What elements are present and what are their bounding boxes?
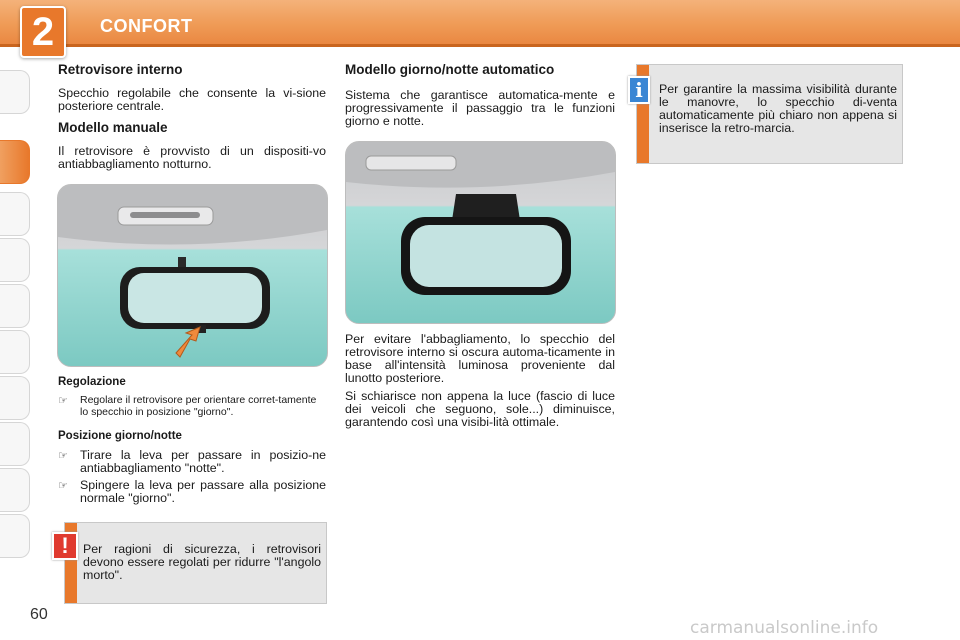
side-tab-8[interactable] (0, 422, 30, 466)
automatico-intro-text: Sistema che garantisce automatica-mente e progressivamente il passaggio tra le funzioni giorno e notte. (345, 88, 615, 128)
page-number: 60 (30, 606, 48, 623)
left-column (58, 62, 326, 171)
manual-mirror-illustration (57, 184, 328, 367)
list-item (58, 479, 326, 505)
section-title-automatico: Modello giorno/notte automatico (345, 62, 555, 77)
automatico-paragraph-1: Per evitare l'abbagliamento, lo specchio del retrovisore interno si oscura automa-ticamente in base all'intensità luminosa proveniente dal lunotto posteriore. (345, 332, 615, 385)
manual-mirror-drawing (58, 185, 327, 366)
middle-column (345, 62, 615, 128)
side-tab-5[interactable] (0, 284, 30, 328)
posizione-item-1: Tirare la leva per passare in posizio-ne antiabbagliamento "notte". (80, 448, 326, 475)
section-text-retrovisore-interno: Specchio regolabile che consente la vi-sione posteriore centrale. (58, 86, 326, 113)
list-item (58, 394, 326, 418)
pointing-hand-icon: ☞ (58, 450, 68, 462)
section-text-modello-manuale: Il retrovisore è provvisto di un dispositi-vo antiabbagliamento notturno. (58, 144, 326, 171)
side-tab-10[interactable] (0, 514, 30, 558)
regolazione-title: Regolazione (58, 376, 126, 388)
info-note-box (636, 64, 903, 164)
posizione-item-2: Spingere la leva per passare alla posizione normale "giorno". (80, 478, 326, 505)
automatico-description (345, 333, 615, 429)
side-tab-4[interactable] (0, 238, 30, 282)
info-note-text: Per garantire la massima visibilità durante le manovre, lo specchio di-venta automaticamente più chiaro non appena si inserisce la retro-marcia. (659, 82, 897, 135)
side-tab-3[interactable] (0, 192, 30, 236)
posizione-title: Posizione giorno/notte (58, 430, 182, 442)
side-tab-6[interactable] (0, 330, 30, 374)
automatico-paragraph-2: Si schiarisce non appena la luce (fascio di luce dei veicoli che seguono, sole...) diminuisce, garantendo così una visibi-lità ottimale. (345, 389, 615, 429)
pointing-hand-icon: ☞ (58, 480, 68, 492)
automatic-mirror-drawing (346, 142, 615, 323)
regolazione-item: Regolare il retrovisore per orientare corret-tamente lo specchio in posizione "giorno". (80, 394, 317, 418)
watermark-text: carmanualsonline.info (690, 618, 879, 638)
side-tab-7[interactable] (0, 376, 30, 420)
warning-note-box (64, 522, 327, 604)
section-title-retrovisore-interno: Retrovisore interno (58, 62, 183, 77)
header-divider (0, 44, 960, 47)
page-title: CONFORT (100, 16, 193, 36)
chapter-number-badge: 2 (20, 6, 66, 58)
warning-icon: ! (52, 532, 78, 560)
side-tab-9[interactable] (0, 468, 30, 512)
info-icon: i (628, 76, 650, 104)
side-tab-2-active[interactable] (0, 140, 30, 184)
warning-note-text: Per ragioni di sicurezza, i retrovisori devono essere regolati per ridurre "l'angolo morto". (83, 542, 321, 582)
list-item (58, 449, 326, 475)
automatic-mirror-illustration (345, 141, 616, 324)
regolazione-section (58, 376, 326, 418)
section-title-modello-manuale: Modello manuale (58, 120, 168, 135)
pointing-hand-icon: ☞ (58, 395, 68, 407)
posizione-section (58, 430, 326, 505)
side-tab-1[interactable] (0, 70, 30, 114)
